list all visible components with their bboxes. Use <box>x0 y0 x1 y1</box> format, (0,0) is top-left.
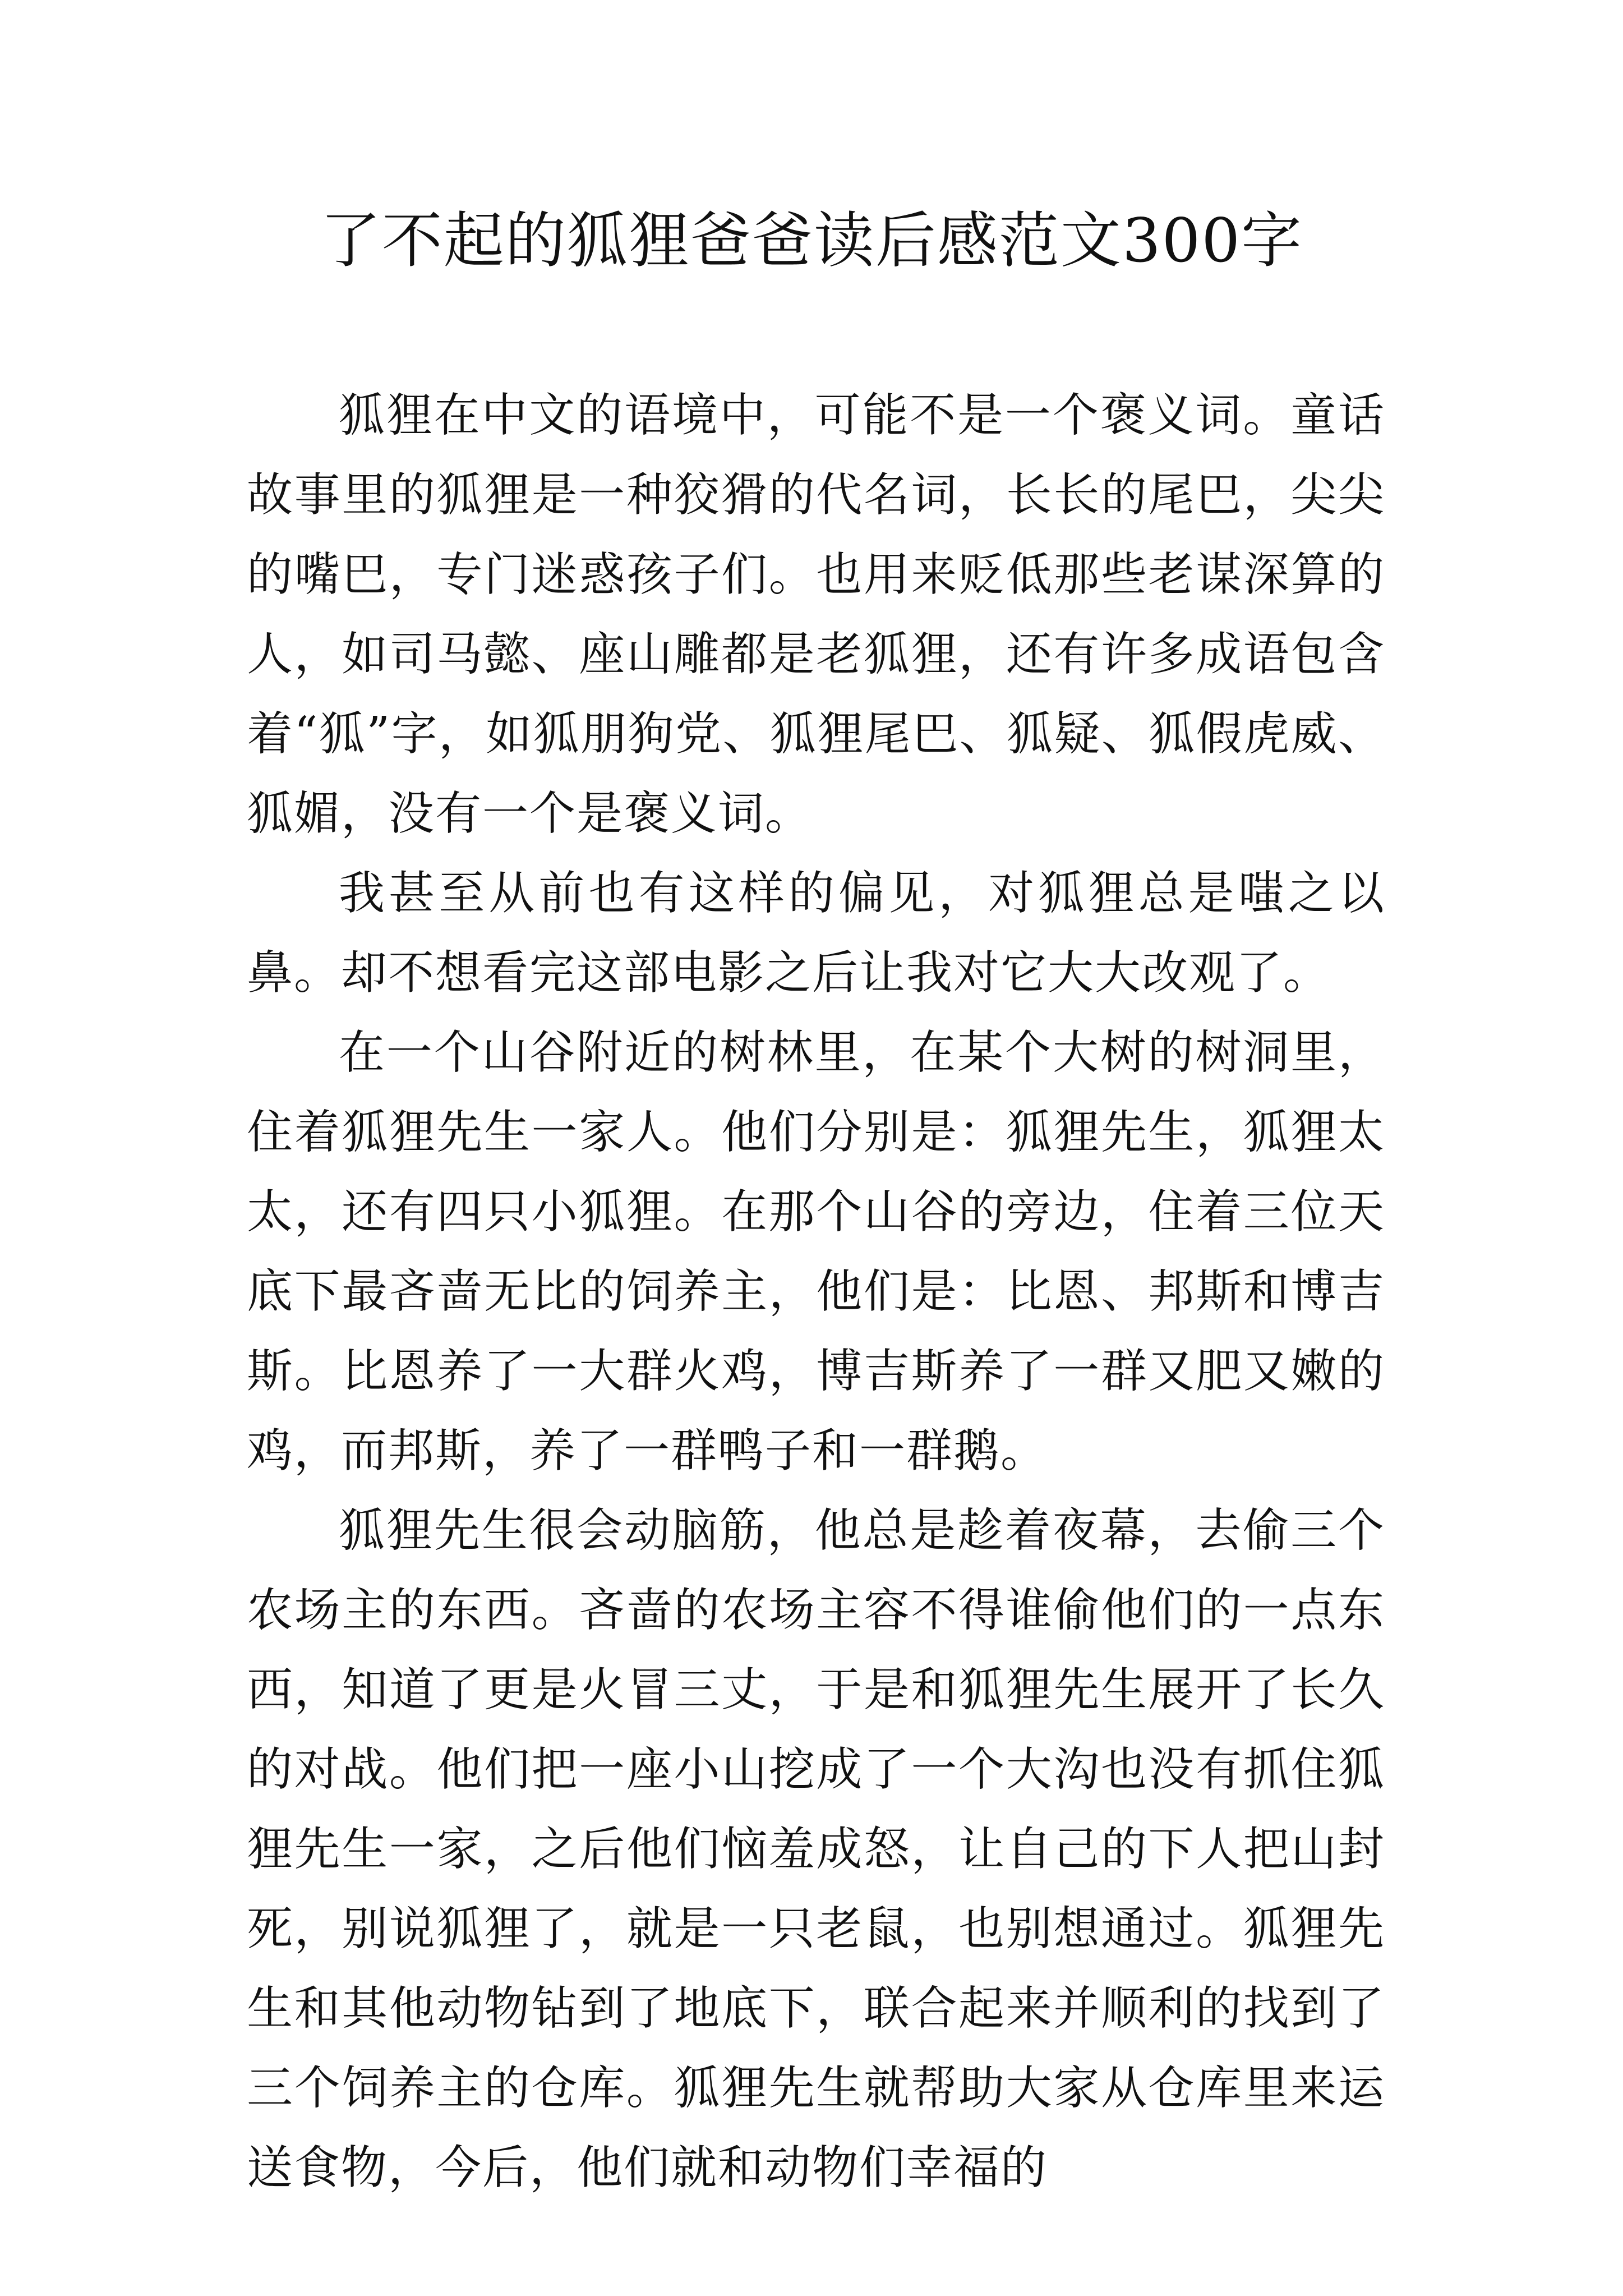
paragraph-1: 狐狸在中文的语境中，可能不是一个褒义词。童话故事里的狐狸是一种狡猾的代名词，长长的尾巴，尖尖的嘴巴，专门迷惑孩子们。也用来贬低那些老谋深算的人，如司马懿、座山雕都是老狐狸，还有许多成语包含着“狐”字，如狐朋狗党、狐狸尾巴、狐疑、狐假虎威、狐媚，没有一个是褒义词。 <box>247 389 1385 840</box>
document-body <box>247 376 1385 2208</box>
document-title: 了不起的狐狸爸爸读后感范文300字 <box>320 206 1303 276</box>
paragraph-4: 狐狸先生很会动脑筋，他总是趁着夜幕，去偷三个农场主的东西。吝啬的农场主容不得谁偷他们的一点东西，知道了更是火冒三丈，于是和狐狸先生展开了长久的对战。他们把一座小山挖成了一个大沟也没有抓住狐狸先生一家，之后他们恼羞成怒，让自己的下人把山封死，别说狐狸了，就是一只老鼠，也别想通过。狐狸先生和其他动物钻到了地底下，联合起来并顺利的找到了三个饲养主的仓库。狐狸先生就帮助大家从仓库里来运送食物，今后，他们就和动物们幸福的 <box>247 1504 1385 2194</box>
paragraph-3: 在一个山谷附近的树林里，在某个大树的树洞里，住着狐狸先生一家人。他们分别是：狐狸先生，狐狸太太，还有四只小狐狸。在那个山谷的旁边，住着三位天底下最吝啬无比的饲养主，他们是：比恩、邦斯和博吉斯。比恩养了一大群火鸡，博吉斯养了一群又肥又嫩的鸡，而邦斯，养了一群鸭子和一群鹅。 <box>247 1026 1385 1478</box>
paragraph-2: 我甚至从前也有这样的偏见，对狐狸总是嗤之以鼻。却不想看完这部电影之后让我对它大大改观了。 <box>247 867 1385 1000</box>
